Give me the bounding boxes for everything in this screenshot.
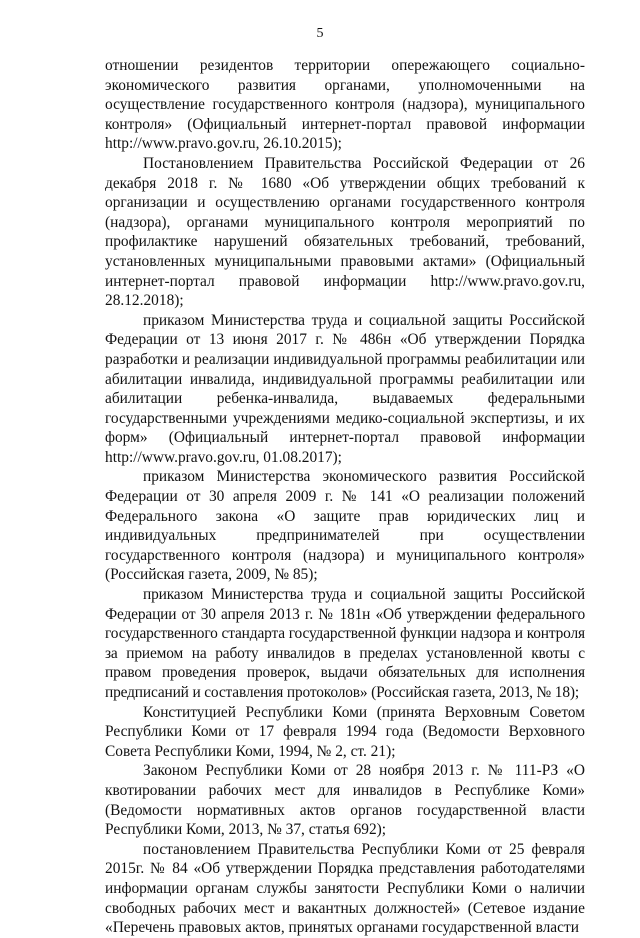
page-number: 5 [316,26,324,41]
paragraph-government-decree-1680: Постановлением Правительства Российской Федерации от 26 декабря 2018 г. № 1680 «Об утверждении общих требований к организации и осуществлению органами государственного контроля (надзора), органами муниципального контроля мероприятий по профилактике нарушений обязательных требований, требований, установленных муниципальными правовыми актами» (Официальный интернет-портал правовой информации http://www.pravo.gov.ru, 28.12.2018); [105,154,585,310]
paragraph-komi-constitution: Конституцией Республики Коми (принята Верховным Советом Республики Коми от 17 февраля 1994 года (Ведомости Верховного Совета Республики Коми, 1994, № 2, ст. 21); [105,703,585,760]
paragraph-economic-order-141: приказом Министерства экономического развития Российской Федерации от 30 апреля 2009 г. № 141 «О реализации положений Федерального закона «О защите прав юридических лиц и индивидуальных предпринимателей при осуществлении государственного контроля (надзора) и муниципального контроля» (Российская газета, 2009, № 85); [105,468,585,584]
paragraph-labor-order-181n: приказом Министерства труда и социальной защиты Российской Федерации от 30 апреля 2013 г. № 181н «Об утверждении федерального государственного стандарта государственной функции надзора и контроля за приемом на работу инвалидов в пределах установленной квоты с правом проведения проверок, выдачи обязательных для исполнения предписаний и составления протоколов» (Российская газета, 2013, № 18); [105,586,585,701]
paragraph-labor-order-486n: приказом Министерства труда и социальной защиты Российской Федерации от 13 июня 2017 г. № 486н «Об утверждении Порядка разработки и реализации индивидуальной программы реабилитации или абилитации инвалида, индивидуальной программы реабилитации или абилитации ребенка-инвалида, выдаваемых федеральными государственными учреждениями медико-социальной экспертизы, и их форм» (Официальный интернет-портал правовой информации http://www.pravo.gov.ru, 01.08.2017); [105,311,585,466]
paragraph-komi-law-111: Законом Республики Коми от 28 ноября 2013 г. № 111-РЗ «О квотировании рабочих мест для инвалидов в Республике Коми» (Ведомости нормативных актов органов государственной власти Республики Коми, 2013, № 37, статья 692); [105,762,585,839]
paragraph-komi-decree-84: постановлением Правительства Республики Коми от 25 февраля 2015г. № 84 «Об утверждении Порядка представления работодателями информации органам службы занятости Республики Коми о наличии свободных рабочих мест и вакантных должностей» (Сетевое издание «Перечень правовых актов, принятых органами государственной власти [105,840,585,937]
paragraph-continuation: отношении резидентов территории опережающего социально-экономического развития органами, уполномоченными на осуществление государственного контроля (надзора), муниципального контроля» (Официальный интернет-портал правовой информации http://www.pravo.gov.ru, 26.10.2015); [105,57,585,153]
document-body [105,56,585,938]
